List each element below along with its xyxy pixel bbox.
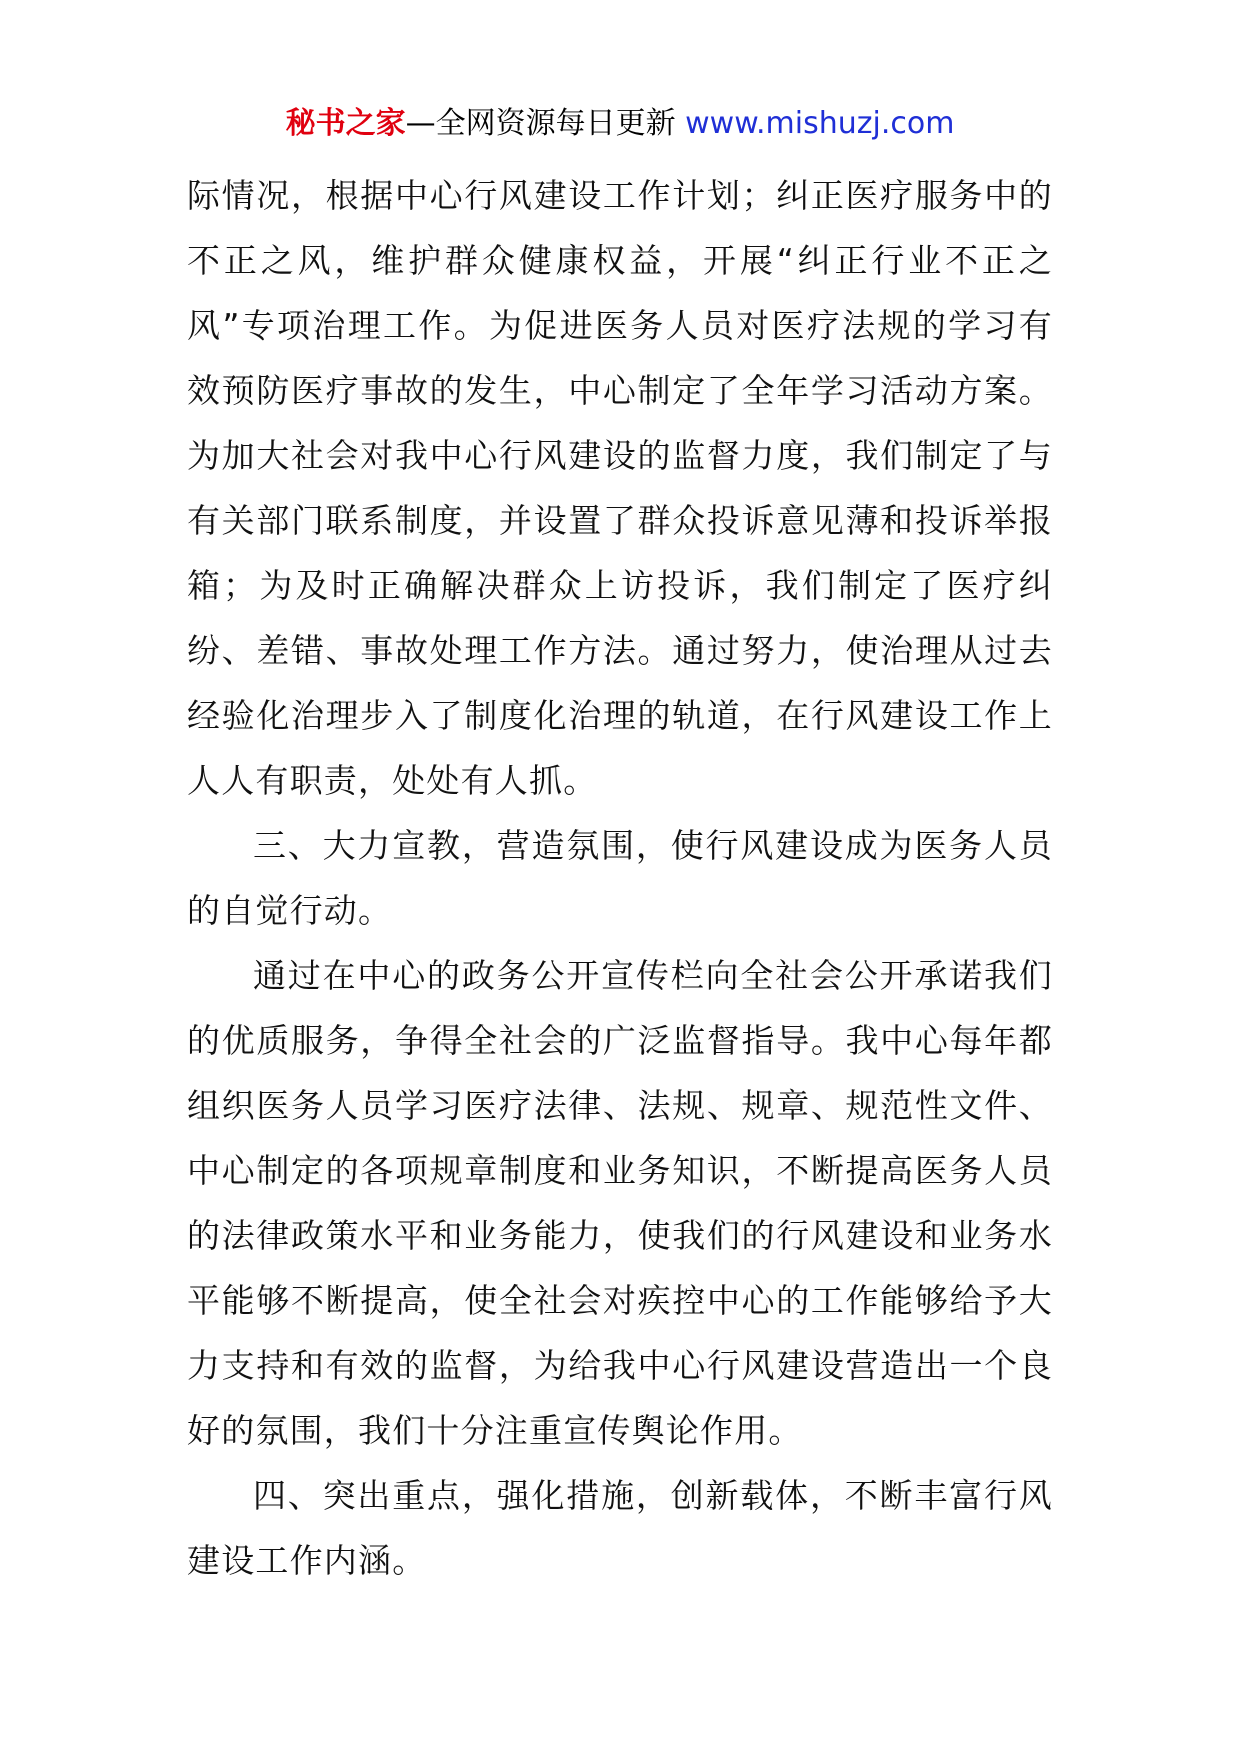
site-url-link[interactable]: www.mishuzj.com: [685, 106, 955, 141]
section-heading-4: 四、突出重点，强化措施，创新载体，不断丰富行风建设工作内涵。: [187, 1476, 1053, 1580]
page-header: [0, 100, 1240, 148]
paragraph-continued: 际情况，根据中心行风建设工作计划；纠正医疗服务中的不正之风，维护群众健康权益，开展“纠正行业不正之风”专项治理工作。为促进医务人员对医疗法规的学习有效预防医疗事故的发生，中心制定了全年学习活动方案。为加大社会对我中心行风建设的监督力度，我们制定了与有关部门联系制度，并设置了群众投诉意见薄和投诉举报箱；为及时正确解决群众上访投诉，我们制定了医疗纠纷、差错、事故处理工作方法。通过努力，使治理从过去经验化治理步入了制度化治理的轨道，在行风建设工作上人人有职责，处处有人抓。: [187, 176, 1053, 800]
document-body: [187, 163, 1053, 1593]
header-tagline: —全网资源每日更新: [405, 106, 686, 141]
section-heading-3: 三、大力宣教，营造氛围，使行风建设成为医务人员的自觉行动。: [187, 826, 1053, 930]
brand-name: 秘书之家: [285, 106, 406, 141]
paragraph: 通过在中心的政务公开宣传栏向全社会公开承诺我们的优质服务，争得全社会的广泛监督指导。我中心每年都组织医务人员学习医疗法律、法规、规章、规范性文件、中心制定的各项规章制度和业务知识，不断提高医务人员的法律政策水平和业务能力，使我们的行风建设和业务水平能够不断提高，使全社会对疾控中心的工作能够给予大力支持和有效的监督，为给我中心行风建设营造出一个良好的氛围，我们十分注重宣传舆论作用。: [187, 956, 1053, 1450]
